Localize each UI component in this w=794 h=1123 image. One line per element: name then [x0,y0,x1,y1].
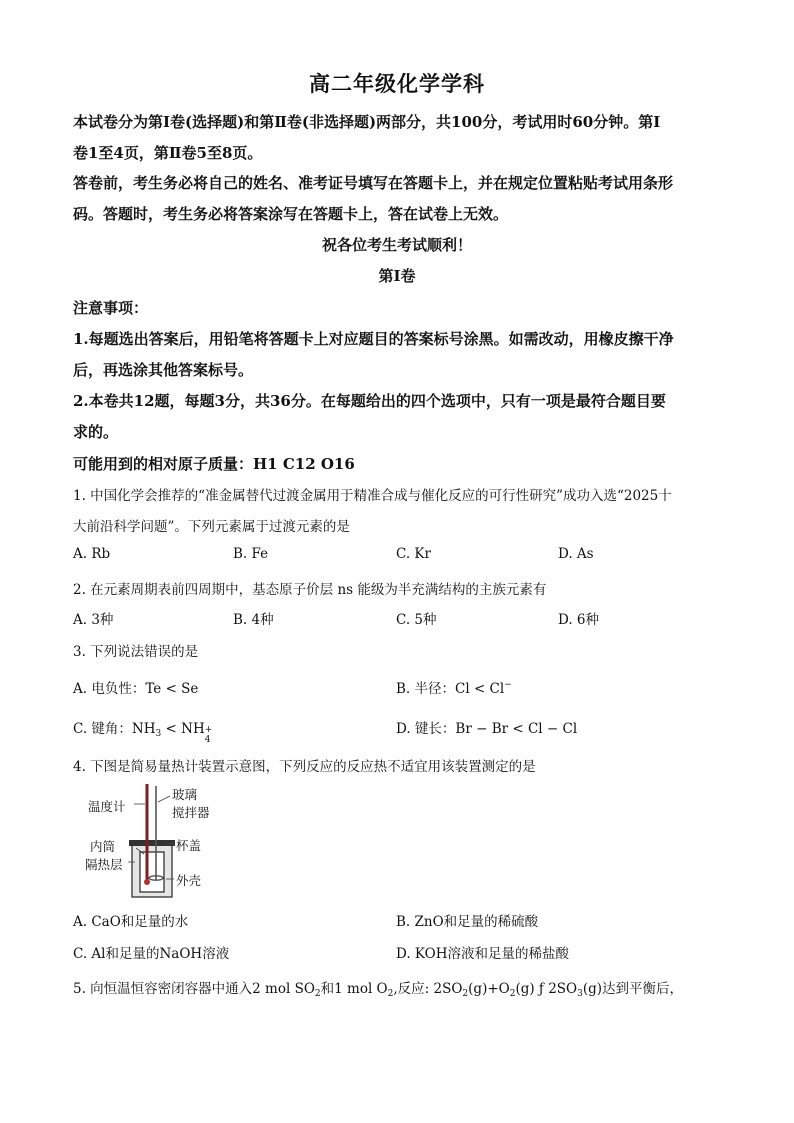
q1-option-d: D. As [558,546,594,562]
intro-line-4: 码。答题时，考生务必将答案涂写在答题卡上，答在试卷上无效。 [73,205,509,223]
label-outer-shell: 外壳 [176,873,202,888]
q4-option-a: A. CaO和足量的水 [73,914,189,930]
q3-option-d: D. 键长：Br − Br < Cl − Cl [396,721,578,737]
part-title: 第Ⅰ卷 [378,267,416,285]
notice-heading: 注意事项： [73,299,149,317]
notice-item-2-line-1: 2.本卷共12题，每题3分，共36分。在每题给出的四个选项中，只有一项是最符合题目要 [73,392,666,410]
wish-text: 祝各位考生考试顺利！ [321,236,472,254]
q1-option-a: A. Rb [73,546,111,562]
label-inner-cylinder: 内筒 [90,839,116,854]
q3-option-c: C. 键角：$NH_3$ < NH + 4 [73,721,213,745]
label-glass: 玻璃 [172,787,198,802]
notice-item-1-line-2: 后，再选涂其他答案标号。 [73,361,254,379]
q4-option-b: B. ZnO和足量的稀硫酸 [396,914,539,930]
q3-stem: 3. 下列说法错误的是 [73,644,199,660]
label-insulation: 隔热层 [85,857,123,872]
intro-line-3: 答卷前，考生务必将自己的姓名、准考证号填写在答题卡上，并在规定位置粘贴考试用条形 [73,174,674,192]
q4-stem: 4. 下图是简易量热计装置示意图，下列反应的反应热不适宜用该装置测定的是 [73,759,536,775]
calorimeter-diagram [86,782,226,902]
q4-option-d: D. KOH溶液和足量的稀盐酸 [396,946,569,962]
atomic-mass-line: 可能用到的相对原子质量：H1 C12 O16 [73,455,355,473]
q3-option-a: A. 电负性：Te < Se [73,681,199,697]
q2-option-a: A. 3种 [73,612,114,628]
notice-item-2-line-2: 求的。 [73,423,119,441]
q2-option-b: B. 4种 [233,612,274,628]
q1-stem-line-1: 1. 中国化学会推荐的“准金属替代过渡金属用于精准合成与催化反应的可行性研究”成功入选“2025十 [73,488,672,504]
q2-stem: 2. 在元素周期表前四周期中，基态原子价层 ns 能级为半充满结构的主族元素有 [73,582,547,598]
q1-option-c: C. Kr [396,546,431,562]
q4-option-c: C. Al和足量的NaOH溶液 [73,946,230,962]
notice-item-1-line-1: 1.每题选出答案后，用铅笔将答题卡上对应题目的答案标号涂黑。如需改动，用橡皮擦干净 [73,330,674,348]
q3-option-b: B. 半径：Cl < Cl− [396,680,512,697]
q1-stem-line-2: 大前沿科学问题”。下列元素属于过渡元素的是 [73,519,350,535]
label-stirrer: 搅拌器 [172,805,210,820]
label-thermometer: 温度计 [88,799,126,814]
q2-option-d: D. 6种 [558,612,600,628]
label-lid: 杯盖 [176,838,202,853]
q1-option-b: B. Fe [233,546,269,562]
q2-option-c: C. 5种 [396,612,437,628]
page-title: 高二年级化学学科 [309,71,485,96]
intro-line-1: 本试卷分为第Ⅰ卷(选择题)和第Ⅱ卷(非选择题)两部分，共100分，考试用时60分钟。第Ⅰ [73,113,661,131]
intro-line-2: 卷1至4页，第Ⅱ卷5至8页。 [73,144,263,162]
q5-stem: 5. 向恒温恒容密闭容器中通入2 mol $SO_2$和1 mol $O_2$,反应: $2SO_2(g)+O_2(g)$ ƒ $2SO_3(g)$达到平衡后， [73,981,684,999]
